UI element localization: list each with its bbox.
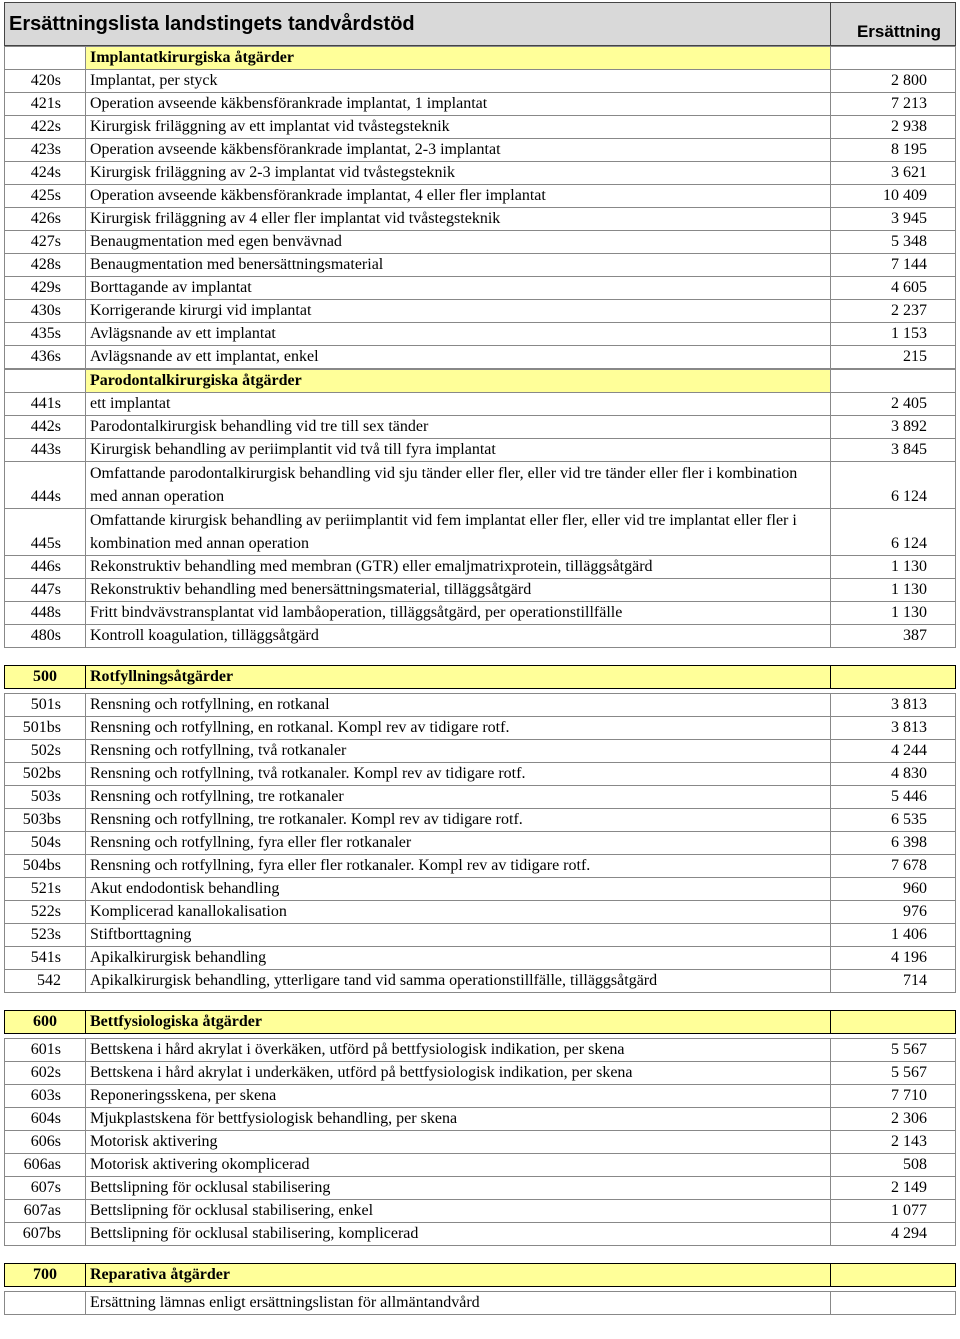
row-code: 446s (5, 556, 86, 579)
row-description: Korrigerande kirurgi vid implantat (86, 300, 831, 323)
row-code: 428s (5, 254, 86, 277)
row-description: Apikalkirurgisk behandling, ytterligare tand vid samma operationstillfälle, tilläggsåtgärd (86, 970, 831, 993)
table-row (5, 277, 956, 300)
row-code: 504s (5, 832, 86, 855)
row-code: 502bs (5, 763, 86, 786)
table-row (5, 323, 956, 346)
row-amount: 3 813 (831, 694, 956, 717)
row-code: 501s (5, 694, 86, 717)
section-table (4, 1263, 956, 1315)
table-row (5, 509, 956, 556)
section-spacer (4, 1246, 955, 1263)
table-row (5, 1085, 956, 1108)
row-description: Avlägsnande av ett implantat (86, 323, 831, 346)
row-code: 443s (5, 439, 86, 462)
section-title: Parodontalkirurgiska åtgärder (86, 370, 831, 393)
table-row (5, 1200, 956, 1223)
row-amount: 7 710 (831, 1085, 956, 1108)
row-description: Kontroll koagulation, tilläggsåtgärd (86, 625, 831, 648)
section-table (4, 665, 956, 993)
row-amount: 2 143 (831, 1131, 956, 1154)
table-row (5, 1292, 956, 1315)
table-row (5, 970, 956, 993)
row-description: Rensning och rotfyllning, en rotkanal. Kompl rev av tidigare rotf. (86, 717, 831, 740)
section-title: Implantatkirurgiska åtgärder (86, 47, 831, 70)
section-amount-cell (831, 666, 956, 689)
row-amount: 2 237 (831, 300, 956, 323)
row-description: Benaugmentation med benersättningsmaterial (86, 254, 831, 277)
section-table (4, 369, 956, 648)
row-description: Akut endodontisk behandling (86, 878, 831, 901)
row-description: ett implantat (86, 393, 831, 416)
row-amount: 2 149 (831, 1177, 956, 1200)
row-description: Implantat, per styck (86, 70, 831, 93)
row-amount: 1 130 (831, 602, 956, 625)
row-description: Operation avseende käkbensförankrade implantat, 2-3 implantat (86, 139, 831, 162)
row-code: 425s (5, 185, 86, 208)
table-row (5, 947, 956, 970)
table-row (5, 231, 956, 254)
row-code: 604s (5, 1108, 86, 1131)
section-title: Reparativa åtgärder (86, 1264, 831, 1287)
row-description: Motorisk aktivering (86, 1131, 831, 1154)
table-row (5, 346, 956, 369)
section-code (5, 370, 86, 393)
row-amount: 5 348 (831, 231, 956, 254)
row-description: Rensning och rotfyllning, en rotkanal (86, 694, 831, 717)
table-row (5, 70, 956, 93)
table-row (5, 556, 956, 579)
row-code: 522s (5, 901, 86, 924)
row-amount: 4 196 (831, 947, 956, 970)
row-code: 607as (5, 1200, 86, 1223)
price-list-document (4, 2, 955, 1315)
row-amount: 1 153 (831, 323, 956, 346)
section-spacer (4, 993, 955, 1010)
table-row (5, 625, 956, 648)
section-amount-cell (831, 370, 956, 393)
row-amount: 4 244 (831, 740, 956, 763)
table-row (5, 1131, 956, 1154)
row-code: 422s (5, 116, 86, 139)
row-amount: 508 (831, 1154, 956, 1177)
table-row (5, 1039, 956, 1062)
row-amount: 714 (831, 970, 956, 993)
row-description: Avlägsnande av ett implantat, enkel (86, 346, 831, 369)
row-description: Mjukplastskena för bettfysiologisk behandling, per skena (86, 1108, 831, 1131)
row-description: Borttagande av implantat (86, 277, 831, 300)
row-code: 420s (5, 70, 86, 93)
row-description: Operation avseende käkbensförankrade implantat, 1 implantat (86, 93, 831, 116)
row-code: 444s (5, 462, 86, 509)
section-code: 700 (5, 1264, 86, 1287)
table-row (5, 901, 956, 924)
row-amount: 8 195 (831, 139, 956, 162)
section-heading (5, 666, 956, 689)
row-code: 480s (5, 625, 86, 648)
row-amount: 3 892 (831, 416, 956, 439)
section-code: 500 (5, 666, 86, 689)
row-code: 606s (5, 1131, 86, 1154)
row-description: Apikalkirurgisk behandling (86, 947, 831, 970)
row-code: 602s (5, 1062, 86, 1085)
row-description: Kirurgisk friläggning av 4 eller fler implantat vid tvåstegsteknik (86, 208, 831, 231)
table-row (5, 393, 956, 416)
section-amount-cell (831, 1264, 956, 1287)
table-row (5, 694, 956, 717)
table-row (5, 300, 956, 323)
row-description: Rensning och rotfyllning, tre rotkanaler (86, 786, 831, 809)
section-title: Rotfyllningsåtgärder (86, 666, 831, 689)
row-description: Bettslipning för ocklusal stabilisering, komplicerad (86, 1223, 831, 1246)
row-code: 441s (5, 393, 86, 416)
row-amount: 1 130 (831, 579, 956, 602)
row-amount: 6 124 (831, 509, 956, 556)
row-description: Omfattande kirurgisk behandling av periimplantit vid fem implantat eller fler, eller vid tre implantat eller fler i kombination med annan operation (86, 509, 831, 556)
table-row (5, 878, 956, 901)
row-code: 445s (5, 509, 86, 556)
row-description: Komplicerad kanallokalisation (86, 901, 831, 924)
section-heading (5, 1264, 956, 1287)
row-amount: 2 405 (831, 393, 956, 416)
table-row (5, 1108, 956, 1131)
row-amount: 3 945 (831, 208, 956, 231)
row-amount: 3 813 (831, 717, 956, 740)
row-code: 523s (5, 924, 86, 947)
row-description: Kirurgisk friläggning av 2-3 implantat vid tvåstegsteknik (86, 162, 831, 185)
section-table (4, 46, 956, 369)
row-code: 448s (5, 602, 86, 625)
row-amount: 976 (831, 901, 956, 924)
section-amount-cell (831, 1011, 956, 1034)
row-description: Ersättning lämnas enligt ersättningslistan för allmäntandvård (86, 1292, 831, 1315)
row-description: Benaugmentation med egen benvävnad (86, 231, 831, 254)
row-code: 603s (5, 1085, 86, 1108)
table-row (5, 462, 956, 509)
row-amount: 1 077 (831, 1200, 956, 1223)
row-description: Fritt bindvävstransplantat vid lambåoperation, tilläggsåtgärd, per operationstillfälle (86, 602, 831, 625)
table-row (5, 1223, 956, 1246)
row-description: Rekonstruktiv behandling med membran (GTR) eller emaljmatrixprotein, tilläggsåtgärd (86, 556, 831, 579)
row-code: 504bs (5, 855, 86, 878)
row-amount: 5 446 (831, 786, 956, 809)
table-row (5, 208, 956, 231)
row-description: Omfattande parodontalkirurgisk behandling vid sju tänder eller fler, eller vid tre tänder eller fler i kombination med annan operation (86, 462, 831, 509)
row-code: 503s (5, 786, 86, 809)
amount-column-header: Ersättning (831, 3, 956, 46)
table-row (5, 855, 956, 878)
row-code: 503bs (5, 809, 86, 832)
row-code: 521s (5, 878, 86, 901)
row-description: Reponeringsskena, per skena (86, 1085, 831, 1108)
row-amount: 1 130 (831, 556, 956, 579)
row-description: Rensning och rotfyllning, fyra eller fler rotkanaler (86, 832, 831, 855)
document-title: Ersättningslista landstingets tandvårdstöd (5, 3, 831, 46)
section-table (4, 1010, 956, 1246)
row-amount: 3 845 (831, 439, 956, 462)
row-amount: 2 938 (831, 116, 956, 139)
row-amount: 6 124 (831, 462, 956, 509)
section-heading (5, 1011, 956, 1034)
row-code: 424s (5, 162, 86, 185)
section-code (5, 47, 86, 70)
row-code (5, 1292, 86, 1315)
table-row (5, 809, 956, 832)
row-description: Bettskena i hård akrylat i överkäken, utförd på bettfysiologisk indikation, per skena (86, 1039, 831, 1062)
row-amount: 5 567 (831, 1062, 956, 1085)
row-amount: 6 535 (831, 809, 956, 832)
row-code: 607s (5, 1177, 86, 1200)
row-amount: 10 409 (831, 185, 956, 208)
table-row (5, 1177, 956, 1200)
header-table (4, 2, 956, 46)
table-row (5, 416, 956, 439)
row-description: Bettskena i hård akrylat i underkäken, utförd på bettfysiologisk indikation, per skena (86, 1062, 831, 1085)
row-code: 447s (5, 579, 86, 602)
section-heading (5, 47, 956, 70)
row-amount: 7 678 (831, 855, 956, 878)
row-amount: 387 (831, 625, 956, 648)
row-code: 421s (5, 93, 86, 116)
row-amount: 7 213 (831, 93, 956, 116)
row-code: 501bs (5, 717, 86, 740)
sections-container (4, 46, 955, 1315)
row-amount: 6 398 (831, 832, 956, 855)
row-description: Operation avseende käkbensförankrade implantat, 4 eller fler implantat (86, 185, 831, 208)
table-row (5, 602, 956, 625)
row-amount: 3 621 (831, 162, 956, 185)
section-code: 600 (5, 1011, 86, 1034)
row-amount: 7 144 (831, 254, 956, 277)
row-amount: 1 406 (831, 924, 956, 947)
row-code: 606as (5, 1154, 86, 1177)
table-row (5, 185, 956, 208)
row-code: 430s (5, 300, 86, 323)
section-spacer (4, 648, 955, 665)
row-description: Kirurgisk behandling av periimplantit vid två till fyra implantat (86, 439, 831, 462)
table-row (5, 924, 956, 947)
section-heading (5, 370, 956, 393)
row-code: 427s (5, 231, 86, 254)
table-row (5, 832, 956, 855)
row-code: 542 (5, 970, 86, 993)
row-description: Rensning och rotfyllning, tre rotkanaler. Kompl rev av tidigare rotf. (86, 809, 831, 832)
row-description: Kirurgisk friläggning av ett implantat vid tvåstegsteknik (86, 116, 831, 139)
row-description: Rensning och rotfyllning, fyra eller fler rotkanaler. Kompl rev av tidigare rotf. (86, 855, 831, 878)
row-code: 442s (5, 416, 86, 439)
row-description: Motorisk aktivering okomplicerad (86, 1154, 831, 1177)
section-amount-cell (831, 47, 956, 70)
table-row (5, 579, 956, 602)
row-amount: 4 605 (831, 277, 956, 300)
row-code: 502s (5, 740, 86, 763)
row-amount: 4 830 (831, 763, 956, 786)
table-row (5, 116, 956, 139)
table-row (5, 439, 956, 462)
row-code: 607bs (5, 1223, 86, 1246)
row-description: Rensning och rotfyllning, två rotkanaler. Kompl rev av tidigare rotf. (86, 763, 831, 786)
row-code: 601s (5, 1039, 86, 1062)
table-row (5, 1154, 956, 1177)
row-amount: 2 800 (831, 70, 956, 93)
row-amount: 5 567 (831, 1039, 956, 1062)
section-title: Bettfysiologiska åtgärder (86, 1011, 831, 1034)
row-description: Stiftborttagning (86, 924, 831, 947)
table-row (5, 93, 956, 116)
row-code: 541s (5, 947, 86, 970)
row-amount: 2 306 (831, 1108, 956, 1131)
row-amount: 960 (831, 878, 956, 901)
table-row (5, 254, 956, 277)
table-row (5, 1062, 956, 1085)
row-description: Rekonstruktiv behandling med benersättningsmaterial, tilläggsåtgärd (86, 579, 831, 602)
row-description: Parodontalkirurgisk behandling vid tre till sex tänder (86, 416, 831, 439)
row-description: Bettslipning för ocklusal stabilisering (86, 1177, 831, 1200)
row-code: 436s (5, 346, 86, 369)
row-code: 435s (5, 323, 86, 346)
row-description: Bettslipning för ocklusal stabilisering, enkel (86, 1200, 831, 1223)
row-code: 426s (5, 208, 86, 231)
row-code: 429s (5, 277, 86, 300)
table-row (5, 139, 956, 162)
row-amount: 215 (831, 346, 956, 369)
table-row (5, 786, 956, 809)
table-row (5, 717, 956, 740)
row-amount: 4 294 (831, 1223, 956, 1246)
row-description: Rensning och rotfyllning, två rotkanaler (86, 740, 831, 763)
table-row (5, 740, 956, 763)
row-code: 423s (5, 139, 86, 162)
table-row (5, 162, 956, 185)
table-row (5, 763, 956, 786)
row-amount (831, 1292, 956, 1315)
